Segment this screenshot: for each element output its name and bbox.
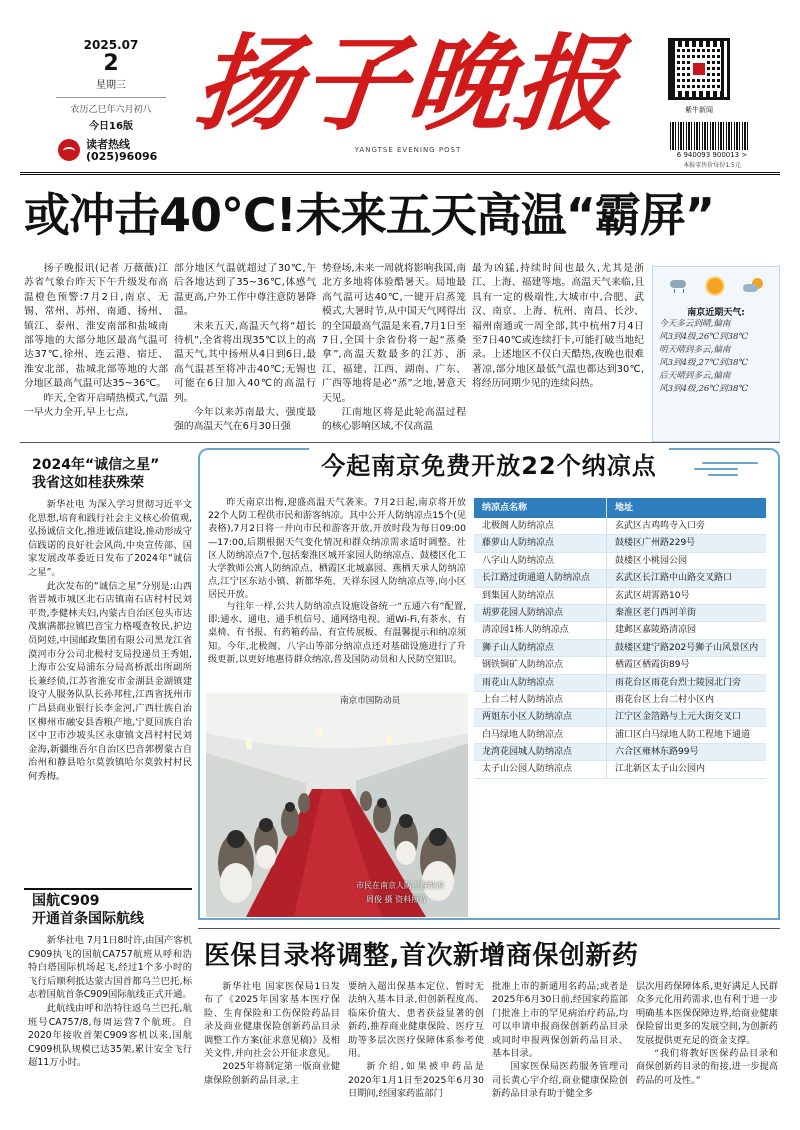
barcode-icon: [670, 122, 750, 150]
spot-address: 秦淮区老门西河羊街: [606, 605, 766, 621]
spot-name: 狮子山人防纳凉点: [482, 642, 555, 653]
barcode-number: 6 940093 900013 >: [676, 151, 748, 159]
story-separator: [24, 888, 192, 890]
weather-line: 明天晴到多云,偏南: [659, 345, 731, 355]
weather-box: [652, 266, 780, 442]
table-row: [474, 761, 766, 778]
spot-address: 浦口区白马绿地人防工程地下通道: [606, 727, 766, 743]
lead-column-3: [322, 262, 466, 433]
spot-name: 北极阁人防纳凉点: [482, 521, 555, 531]
qr-code-icon: [668, 38, 730, 100]
table-row: [474, 692, 766, 709]
story-paragraph: 此航线由呼和浩特往返乌兰巴托,航班号CA757/8,每周运营7个航班。自2020年接收首架C909客机以来,国航C909机队规模已达35架,累计安全飞行超11万小时。: [28, 1002, 192, 1069]
lead-paragraph: 江南地区将是此轮高温过程的核心影响区域,不仅高温: [322, 407, 466, 433]
feature-paragraph: 与往年一样,公共人防纳凉点设施设备统一“五通六有”配置,即:通水、通电、通手机信号、通网络电视、通Wi-Fi,有茶水、有桌椅、有书报、有药箱药品、有宣传展板、有温馨提示和纳凉须知。今年,北极阁、八字山等部分纳凉点还对基础设施进行了升级更新,以更好地惠待群众纳凉,普及国防动员和人民防空知识。: [208, 601, 466, 665]
story-c909-title: 国航C909: [32, 893, 100, 909]
newspaper-title: 扬子晚报: [189, 22, 627, 145]
spot-name: 钢铁铜矿人防纳凉点: [482, 660, 564, 671]
insurance-paragraph: “我们将教好医保药品目录和商保创新药目录的衔接,进一步提高药品的可及性。”: [636, 1048, 778, 1086]
weather-title: 南京近期天气:: [687, 308, 745, 318]
hotline-logo-icon: [58, 139, 80, 161]
spot-address: 玄武区胡霄路10号: [606, 588, 766, 604]
lead-paragraph: 部分地区气温就超过了30℃,午后各地达到了35~36℃,体感气温更高,户外工作中尊注意防暑降温。: [174, 263, 316, 318]
insurance-paragraph: 层次用药保障体系,更好满足人民群众多元化用药需求,也有利于进一步明确基本医保保障边界,给商业健康保险留出更多的发展空间,为创新药发展提供更充足的资金支撑。: [636, 981, 778, 1046]
spot-name: 白马绿地人防纳凉点: [482, 729, 564, 740]
story-paragraph: 新华社电 为深入学习贯彻习近平文化思想,培育和践行社会主义核心价值观,弘扬诚信文化,推进诚信建设,推动形成守信践诺的良好社会风尚,中央宣传部、国家发展改革委近日发布了2024年“诚信之星”。: [28, 499, 192, 578]
story-paragraph: 新华社电 7月1日8时许,由国产客机C909执飞的国航CA757航班从呼和浩特白塔国际机场起飞,经过1个多小时的飞行后顺利抵达蒙古国首都乌兰巴托,标志着国航首条C909国际航线正式开通。: [28, 935, 192, 1001]
table-row: [474, 605, 766, 622]
spot-name: 两姐东小区人防纳凉点: [482, 712, 573, 723]
spot-address: 江北新区太子山公园内: [606, 761, 766, 777]
insurance-paragraph: 新华社电 国家医保局1日发布了《2025年国家基本医疗保险、生育保险和工伤保险药品目录及商业健康保险创新药品目录调整工作方案(征求意见稿)》及相关文件,并向社会公开征求意见。: [204, 981, 340, 1060]
story-c909-body: [28, 934, 192, 1124]
date-day: 2: [103, 51, 119, 76]
table-header-address: 地址: [606, 498, 766, 518]
table-row: [474, 675, 766, 692]
insurance-paragraph: 2025年将制定第一版商业健康保险创新药品目录,主: [204, 1061, 340, 1086]
cooling-spots-table: [474, 498, 766, 848]
lead-paragraph: 扬子晚报讯(记者 万薇薇)江苏省气象台昨天下午升级发布高温橙色预警:7月2日,南京、无锡、常州、苏州、南通、扬州、镇江、泰州、淮安南部和盐城南部等地的大部分地区最高气温可达37℃,徐州、连云港、宿迁、淮安北部、盐城北部等地的大部分地区最高气温可达35~36℃。: [24, 263, 168, 390]
lead-paragraph: 势登场,未来一周就将影响我国,南北方多地将体验酷暑天。局地最高气温可达40℃,一键开启蒸笼模式,大暑时节,从中国天气网得出的全国最高气温是来看,7月1日至7日,全国十余省份将一起“蒸桑拿”,高温天数最多的江苏、浙江、福建、江西、湖南、广东、广西等地将是必“蒸”之地,暑意天天见。: [322, 263, 466, 404]
table-row: [474, 588, 766, 605]
hotline-number: (025)96096: [86, 150, 158, 163]
story-integrity-title-2: 我省这如桂获殊荣: [32, 475, 144, 491]
table-body: [474, 518, 766, 779]
spot-address: 六合区雍林东路99号: [606, 744, 766, 760]
spot-name: 上台二村人防纳凉点: [482, 694, 564, 705]
spot-name: 龙湾花园城人防纳凉点: [482, 747, 573, 758]
lunar-date: 农历乙巳年六月初八: [70, 105, 152, 115]
feature-paragraph: 昨天南京出梅,迎盛高温天气袭来。7月2日起,南京将开放22个人防工程供市民和游客纳凉。其中公开人防纳凉点15个(见表格),7月2日将一并向市民和游客开放,开放时段为每日09:00—17:00,后期根据天气变化情况和群众纳凉需求适时调整。社区人防纳凉点7个,包括秦淮区城开家园人防纳凉点、鼓楼区化工大学教师公寓人防纳凉点、栖霞区北城嘉园、燕栖天承人防纳凉点,江宁区东站小镇、新都华苑、天祥东园人防纳凉点等,向小区居民开放。: [208, 497, 466, 601]
story-paragraph: 此次发布的“诚信之星”分别是:山西省晋城市城区北石店镇南石店村村民刘平贵,李健林夫妇,内蒙古自治区包头市达茂旗满都拉镇巴音宝力格嘎查牧民,护边员阿娃,中国邮政集团有限公司黑龙江省漠河市分公司北极村支局投递员王秀姐,上海市公安局浦东分局高桥派出所副所长兼经侦,江苏省淮安市金湖县金湖镇建设守人服务队队长孙邦柱,江西省抚州市广昌县商业银行长李金河,广西壮族自治区柳州市融安县香粮产地,宁夏回族自治区中卫市沙坡头区永康镇文昌村村民刘金海,新疆维吾尔自治区巴音郭楞蒙古自治州和静县哈尔莫敦镇哈尔莫敦村村民何秀梅。: [28, 580, 192, 782]
weather-line: 后天晴到多云,偏南: [659, 371, 731, 381]
qr-logo-icon: [691, 61, 707, 77]
story-integrity-body: [28, 498, 192, 884]
table-row: [474, 518, 766, 535]
table-row: [474, 657, 766, 674]
masthead-rule: [20, 172, 780, 175]
hotline-label: 读者热线: [86, 138, 130, 151]
spot-name: 到集国人防纳凉点: [482, 590, 555, 601]
insurance-column-4: [636, 980, 778, 1126]
insurance-paragraph: 批准上市的新通用名药品;或者是2025年6月30日前,经国家药监部门批准上市的罕见病治疗药品,均可以申请申报商保创新药品目录或同时申报两保创新药品目录、基本目录。: [492, 981, 628, 1060]
photo-source: 南京市国防动员: [340, 696, 401, 706]
qr-label: 紫牛新闻: [685, 106, 713, 114]
insurance-column-1: [204, 980, 340, 1126]
spot-name: 八字山人防纳凉点: [482, 555, 555, 566]
spot-address: 鼓楼区小桃园公园: [606, 553, 766, 569]
feature-header: [198, 448, 780, 490]
weather-line: 风3到4级,26℃到38℃: [659, 384, 749, 394]
feature-body-2: [208, 600, 466, 692]
spot-name: 长江路过街通道人防纳凉点: [482, 573, 591, 584]
section-divider: [20, 442, 780, 443]
date-box: [52, 38, 170, 132]
rain-icon: [669, 278, 687, 294]
spot-address: 栖霞区栖霞街89号: [606, 657, 766, 673]
table-row: [474, 622, 766, 639]
price: 本报零售价每份1.5元: [683, 162, 741, 169]
spot-name: 藤萝山人防纳凉点: [482, 538, 555, 549]
spot-address: 鼓楼区建宁路202号狮子山风景区内: [606, 640, 766, 656]
lead-paragraph: 今年以来苏南最大、强度最强的高温天气在6月30日强: [174, 407, 316, 433]
table-row: [474, 727, 766, 744]
newspaper-subtitle: YANGTSE EVENING POST: [354, 146, 462, 154]
insurance-column-2: [348, 980, 484, 1126]
lead-column-1: [24, 262, 168, 419]
wind-decoration-icon: [694, 462, 758, 480]
weather-line: 风3到4级,27℃到38℃: [659, 358, 749, 368]
table-row: [474, 535, 766, 552]
weather-icons: [659, 273, 773, 299]
masthead: [188, 20, 628, 160]
spot-address: 雨花台区上台二村小区内: [606, 692, 766, 708]
partly-cloudy-icon: [743, 278, 763, 294]
bottom-divider: [198, 928, 780, 929]
weekday: 星期三: [96, 80, 126, 91]
weather-line: 风3到4级,26℃到38℃: [659, 332, 749, 342]
insurance-paragraph: 国家医保局医药服务管理司司长黄心宇介绍,商业健康保险创新药品目录有助于健全多: [492, 1061, 628, 1100]
date-year-month: 2025.07: [83, 38, 139, 52]
table-header: [474, 498, 766, 518]
spot-address: 鼓楼区广州路229号: [606, 535, 766, 551]
spot-name: 太子山公园人防纳凉点: [482, 764, 573, 775]
table-row: [474, 709, 766, 726]
edition-count: 今日16版: [89, 121, 133, 132]
date-divider: [56, 97, 166, 98]
photo-author: 周俊 摄 资料照片: [366, 895, 428, 904]
spot-address: 江宁区金箔路与上元大街交叉口: [606, 709, 766, 725]
reader-hotline: [58, 136, 176, 166]
spot-address: 建邺区嘉陵路清凉园: [606, 622, 766, 638]
sun-icon: [707, 278, 723, 294]
spot-name: 雨花山人防纳凉点: [482, 677, 555, 688]
story-c909-title-2: 开通首条国际航线: [32, 911, 144, 927]
insurance-column-3: [492, 980, 628, 1126]
spot-address: 玄武区古鸡鸣寺入口旁: [606, 518, 766, 534]
lead-headline: 或冲击40℃!未来五天高温“霸屏”: [24, 188, 715, 242]
spot-address: 玄武区长江路中山路交叉路口: [606, 570, 766, 586]
table-row: [474, 744, 766, 761]
table-row: [474, 553, 766, 570]
photo-caption: 市民在南京人防工程纳凉: [356, 881, 444, 890]
insurance-paragraph: 新介绍,如果被申药品是2020年1月1日至2025年6月30日期间,经国家药监部门: [348, 1061, 484, 1100]
lead-column-4: [472, 262, 644, 422]
spot-name: 清凉园1栋人防纳凉点: [482, 625, 569, 636]
spot-name: 胡萝花园人防纳凉点: [482, 607, 564, 618]
spot-address: 雨花台区雨花台烈士陵园北门旁: [606, 675, 766, 691]
lead-paragraph: 未来五天,高温天气将“超长待机”,全省将出现35℃以上的高温天气,其中扬州从4日到6日,最高气温甚至将冲击40℃;无锡也可能在6日加入40℃的高温行列。: [174, 320, 316, 404]
table-header-name: 纳凉点名称: [482, 503, 528, 513]
weather-line: 今天多云到晴,偏南: [659, 319, 731, 329]
story-integrity-title: 2024年“诚信之星”: [32, 457, 160, 473]
table-row: [474, 640, 766, 657]
insurance-headline: 医保目录将调整,首次新增商保创新药: [204, 941, 639, 971]
feature-title: 今起南京免费开放22个纳凉点: [309, 446, 668, 486]
lead-column-2: [174, 262, 316, 433]
insurance-paragraph: 要纳入超出保基本定位、暂时无法纳入基本目录,但创新程度高、临床价值大、患者获益显著的创新药,推荐商业健康保险、医疗互助等多层次医疗保障体系参考使用。: [348, 981, 484, 1060]
table-row: [474, 570, 766, 587]
lead-paragraph: 昨天,全省开启晴热模式,气温一早火力全开,早上七点,: [24, 392, 168, 419]
lead-paragraph: 最为凶猛,持续时间也最久,尤其是浙江、上海、福建等地。高温天气来临,且具有一定的极端性,大城市中,合肥、武汉、南京、上海、杭州、南昌、长沙、福州南通或一周全部,其中杭州7月4日至7日40℃或连续打卡,可能打破当地纪录。上述地区不仅白天酷热,夜晚也很难著凉,部分地区最低气温也都达到30℃,将经历同期少见的连续闷热。: [472, 263, 644, 390]
